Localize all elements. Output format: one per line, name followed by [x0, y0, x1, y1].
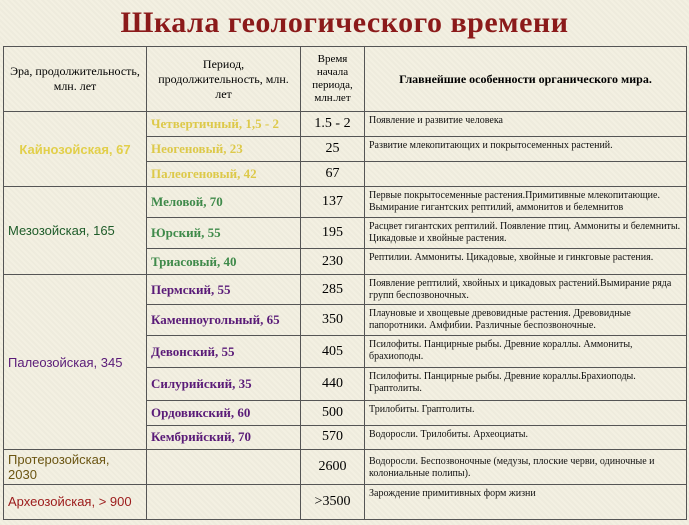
header-era: Эра, продолжительность, млн. лет: [4, 47, 147, 112]
period-cell: [147, 484, 301, 519]
start-time-cell: 440: [301, 368, 365, 400]
start-time-cell: 285: [301, 275, 365, 305]
period-cell: Неогеновый, 23: [147, 137, 301, 162]
table-row: [4, 275, 687, 305]
start-time-cell: 2600: [301, 450, 365, 484]
era-proterozoic: Протерозойская, 2030: [4, 450, 147, 484]
features-cell: Трилобиты. Граптолиты.: [365, 400, 687, 425]
period-cell: Палеогеновый, 42: [147, 162, 301, 187]
features-cell: Появление рептилий, хвойных и цикадовых растений.Вымирание ряда групп беспозвоночных.: [365, 275, 687, 305]
start-time-cell: 1.5 - 2: [301, 112, 365, 137]
features-cell: Расцвет гигантских рептилий. Появление птиц. Аммониты и белемниты. Цикадовые и хвойные растения.: [365, 218, 687, 249]
features-cell: Первые покрытосеменные растения.Примитивные млекопитающие. Вымирание гигантских рептилий, аммонитов и белемнитов: [365, 187, 687, 218]
period-cell: Пермский, 55: [147, 275, 301, 305]
features-cell: [365, 162, 687, 187]
features-cell: Появление и развитие человека: [365, 112, 687, 137]
era-mesozoic: Мезозойская, 165: [4, 187, 147, 275]
start-time-cell: 137: [301, 187, 365, 218]
features-cell: Рептилии. Аммониты. Цикадовые, хвойные и гинкговые растения.: [365, 249, 687, 275]
features-cell: Псилофиты. Панцирные рыбы. Древние кораллы. Аммониты, брахиоподы.: [365, 336, 687, 368]
geologic-time-table: [3, 46, 687, 520]
features-cell: Развитие млекопитающих и покрытосеменных растений.: [365, 137, 687, 162]
era-paleozoic: Палеозойская, 345: [4, 275, 147, 450]
start-time-cell: 350: [301, 305, 365, 336]
start-time-cell: 570: [301, 425, 365, 450]
period-cell: Кембрийский, 70: [147, 425, 301, 450]
table-row: [4, 484, 687, 519]
start-time-cell: 67: [301, 162, 365, 187]
period-cell: Каменноугольный, 65: [147, 305, 301, 336]
header-features: Главнейшие особенности органического мира.: [365, 47, 687, 112]
features-cell: Водоросли. Трилобиты. Археоциаты.: [365, 425, 687, 450]
period-cell: Девонский, 55: [147, 336, 301, 368]
period-cell: Юрский, 55: [147, 218, 301, 249]
start-time-cell: 25: [301, 137, 365, 162]
table-row: [4, 187, 687, 218]
period-cell: Ордовикский, 60: [147, 400, 301, 425]
features-cell: Псилофиты. Панцирные рыбы. Древние кораллы.Брахиоподы. Граптолиты.: [365, 368, 687, 400]
header-period: Период, продолжительность, млн. лет: [147, 47, 301, 112]
header-time: Время начала периода, млн.лет: [301, 47, 365, 112]
start-time-cell: 405: [301, 336, 365, 368]
period-cell: [147, 450, 301, 484]
header-row: [4, 47, 687, 112]
features-cell: Зарождение примитивных форм жизни: [365, 484, 687, 519]
table-row: [4, 112, 687, 137]
table-row: [4, 450, 687, 484]
era-archean: Археозойская, > 900: [4, 484, 147, 519]
start-time-cell: >3500: [301, 484, 365, 519]
period-cell: Триасовый, 40: [147, 249, 301, 275]
period-cell: Меловой, 70: [147, 187, 301, 218]
period-cell: Четвертичный, 1,5 - 2: [147, 112, 301, 137]
page-title: Шкала геологического времени: [120, 6, 569, 39]
era-cenozoic: Кайнозойская, 67: [4, 112, 147, 187]
features-cell: Плауновые и хвощевые древовидные растения. Древовидные папоротники. Амфибии. Различные беспозвоночные.: [365, 305, 687, 336]
start-time-cell: 230: [301, 249, 365, 275]
start-time-cell: 195: [301, 218, 365, 249]
start-time-cell: 500: [301, 400, 365, 425]
period-cell: Силурийский, 35: [147, 368, 301, 400]
features-cell: Водоросли. Беспозвоночные (медузы, плоские черви, одиночные и колониальные полипы).: [365, 450, 687, 484]
